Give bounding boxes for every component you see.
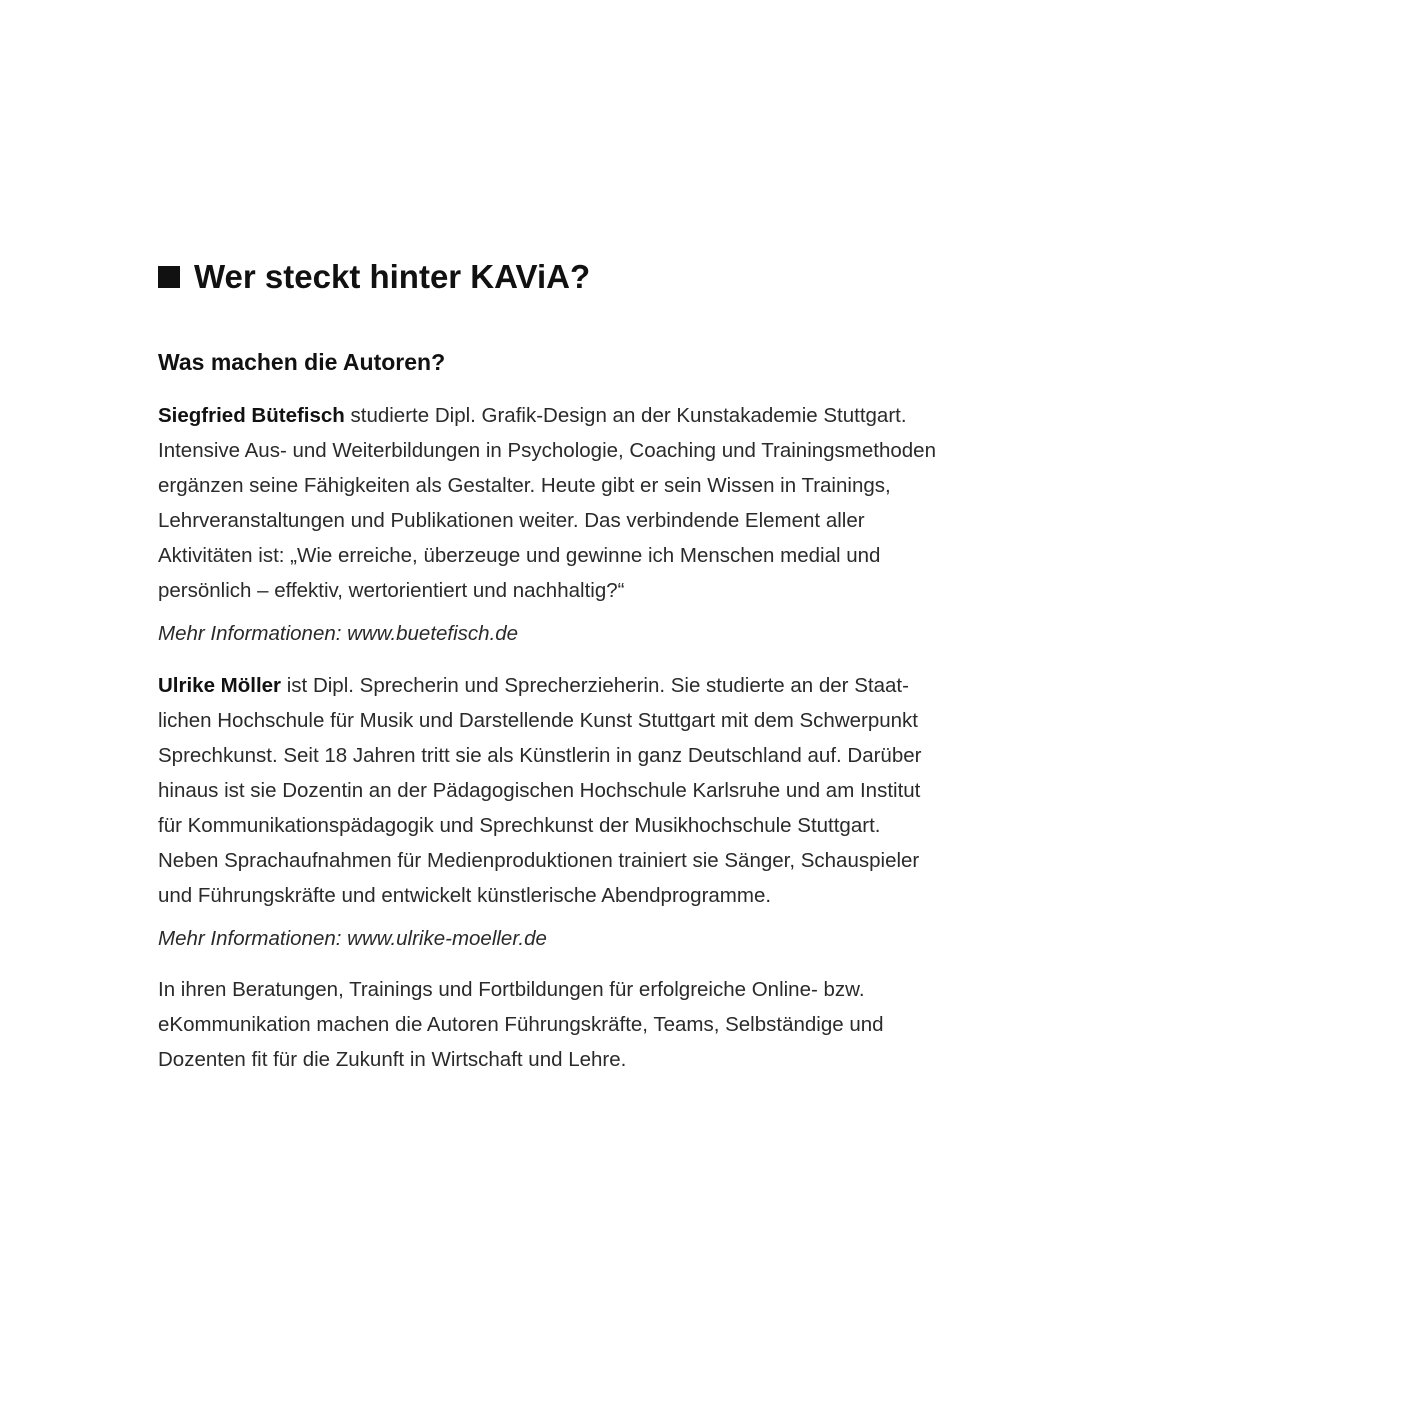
- paragraph-line: lichen Hochschule für Musik und Darstellende Kunst Stuttgart mit dem Schwerpunkt: [158, 709, 919, 732]
- author2-website-link[interactable]: www.ulrike-moeller.de: [347, 927, 547, 950]
- author1-website-link[interactable]: www.buetefisch.de: [347, 622, 519, 645]
- paragraph-line: In ihren Beratungen, Trainings und Fortbildungen für erfolgreiche Online- bzw.: [158, 978, 865, 1001]
- paragraph-line: und Führungskräfte und entwickelt künstlerische Abendprogramme.: [158, 884, 772, 907]
- author1-paragraph: [158, 398, 988, 608]
- paragraph-line: Intensive Aus- und Weiterbildungen in Psychologie, Coaching und Trainingsmethoden: [158, 439, 936, 462]
- author2-paragraph: [158, 668, 988, 913]
- subheading: Was machen die Autoren?: [158, 349, 446, 375]
- author1-name: Siegfried Bütefisch: [158, 404, 345, 427]
- paragraph-line: Sprechkunst. Seit 18 Jahren tritt sie als Künstlerin in ganz Deutschland auf. Darüber: [158, 744, 922, 767]
- paragraph-line: Aktivitäten ist: „Wie erreiche, überzeuge und gewinne ich Menschen medial und: [158, 544, 881, 567]
- paragraph-line: für Kommunikationspädagogik und Sprechkunst der Musikhochschule Stuttgart.: [158, 814, 881, 837]
- author1-more-info: Mehr Informationen: www.buetefisch.de: [158, 622, 519, 645]
- paragraph-line: ergänzen seine Fähigkeiten als Gestalter. Heute gibt er sein Wissen in Trainings,: [158, 474, 891, 497]
- paragraph-line: Lehrveranstaltungen und Publikationen weiter. Das verbindende Element aller: [158, 509, 865, 532]
- paragraph-line: Siegfried Bütefisch studierte Dipl. Grafik-Design an der Kunstakademie Stuttgart.: [158, 404, 907, 427]
- paragraph-line: Ulrike Möller ist Dipl. Sprecherin und Sprecherzieherin. Sie studierte an der Staat-: [158, 674, 909, 697]
- paragraph-line: persönlich – effektiv, wertorientiert und nachhaltig?“: [158, 579, 625, 602]
- square-bullet-icon: [158, 266, 180, 288]
- paragraph-line: Neben Sprachaufnahmen für Medienproduktionen trainiert sie Sänger, Schauspieler: [158, 849, 920, 872]
- author2-name: Ulrike Möller: [158, 674, 282, 697]
- paragraph-line: eKommunikation machen die Autoren Führungskräfte, Teams, Selbständige und: [158, 1013, 884, 1036]
- section-title: Wer steckt hinter KAViA?: [194, 258, 591, 295]
- closing-paragraph: [158, 972, 988, 1077]
- paragraph-line: Dozenten fit für die Zukunft in Wirtschaft und Lehre.: [158, 1048, 627, 1071]
- paragraph-line: hinaus ist sie Dozentin an der Pädagogischen Hochschule Karlsruhe und am Institut: [158, 779, 921, 802]
- author2-more-info: Mehr Informationen: www.ulrike-moeller.de: [158, 927, 547, 950]
- section-heading: [158, 258, 590, 296]
